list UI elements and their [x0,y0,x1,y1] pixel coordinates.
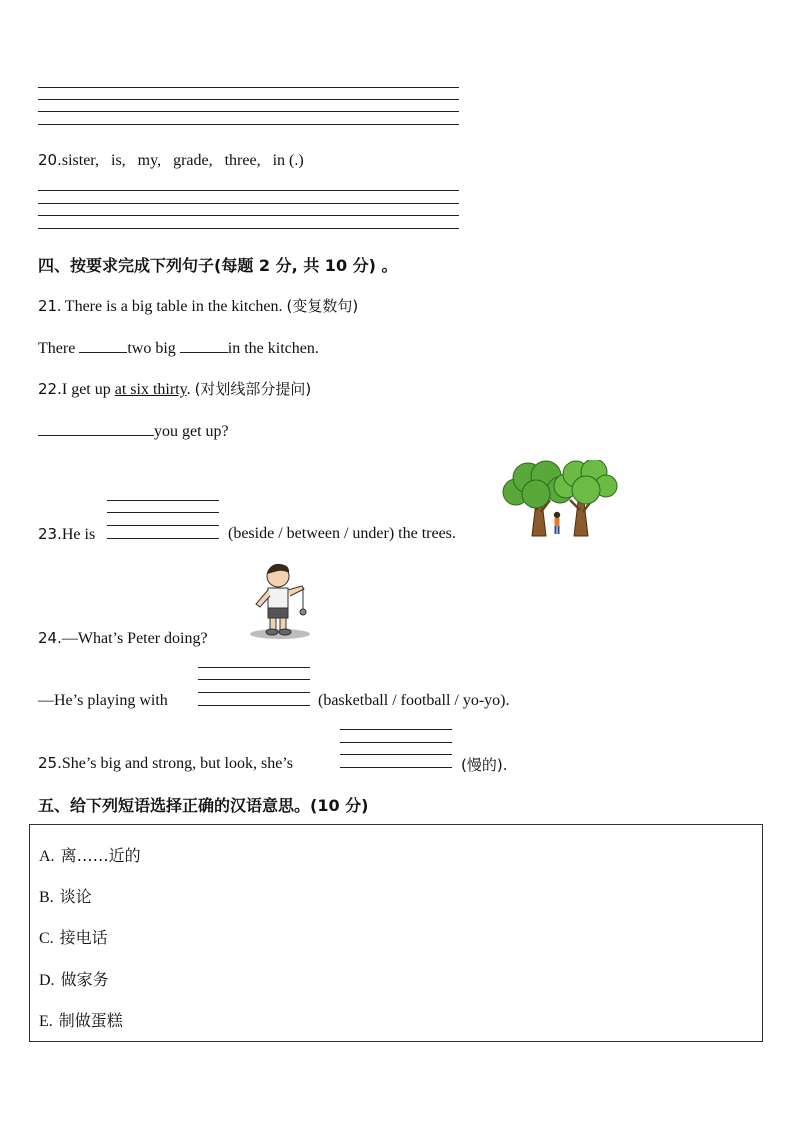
question-text: I get up [61,381,115,398]
option-letter: A. [39,848,55,865]
answer-line[interactable] [340,742,452,743]
answer-line[interactable] [340,729,452,730]
question-number: 20. [38,151,62,169]
question-23 [38,525,95,544]
question-number: 21 [38,297,58,315]
answer-line[interactable] [107,525,219,526]
question-instruction: (变复数句) [286,297,359,315]
fill-blank[interactable] [79,338,127,353]
question-22-answer [38,421,229,441]
question-22 [38,378,311,399]
option-text: 离……近的 [60,846,141,865]
answer-line[interactable] [38,228,459,229]
question-25-instruction: (慢的). [461,756,508,774]
option-text: 接电话 [59,928,108,947]
answer-text: you get up? [154,423,229,440]
option-letter: C. [39,930,54,947]
boy-with-yoyo-illustration [244,560,316,640]
answer-text: in the kitchen. [227,340,319,357]
answer-line[interactable] [38,111,459,112]
option-e [39,1008,123,1031]
section-5-heading: 五、给下列短语选择正确的汉语意思。(10 分) [38,796,369,815]
question-words: sister, is, my, grade, three, in (.) [61,152,304,169]
question-25 [38,754,293,773]
option-letter: E. [39,1013,53,1030]
fill-blank[interactable] [180,338,228,353]
question-number: 24. [38,629,62,647]
answer-line[interactable] [340,767,452,768]
answer-line[interactable] [38,190,459,191]
answer-text: two big [127,340,176,357]
question-text: She’s big and strong, but look, she’s [61,755,293,772]
option-letter: D. [39,972,55,989]
option-b [39,884,92,907]
question-text: . [186,381,195,398]
answer-line[interactable] [340,754,452,755]
option-text: 做家务 [60,970,109,989]
options-box [29,824,763,1042]
question-number: 25. [38,754,62,772]
two-trees-illustration [500,460,618,540]
question-instruction: (对划线部分提问) [194,380,312,398]
question-24-options: (basketball / football / yo-yo). [318,692,510,709]
answer-line[interactable] [198,692,310,693]
answer-line[interactable] [38,215,459,216]
answer-line[interactable] [38,87,459,88]
answer-line[interactable] [38,99,459,100]
question-21 [38,295,358,316]
question-20 [38,151,304,170]
underlined-phrase: at six thirty [114,381,187,398]
question-number: 22. [38,380,62,398]
question-text: He is [61,526,96,543]
option-text: 谈论 [59,887,92,906]
answer-line[interactable] [107,538,219,539]
option-d [39,967,109,990]
question-24 [38,629,208,648]
option-letter: B. [39,889,54,906]
answer-line[interactable] [38,124,459,125]
answer-line[interactable] [38,203,459,204]
answer-line[interactable] [198,679,310,680]
fill-blank[interactable] [38,421,154,436]
answer-line[interactable] [107,512,219,513]
question-text: . There is a big table in the kitchen. [57,298,283,315]
question-21-answer [38,338,319,358]
answer-line[interactable] [107,500,219,501]
question-text: —What’s Peter doing? [61,630,208,647]
option-text: 制做蛋糕 [58,1011,123,1030]
answer-line[interactable] [198,705,310,706]
option-c [39,925,108,948]
section-4-heading: 四、按要求完成下列句子(每题 2 分, 共 10 分) 。 [38,256,398,275]
answer-text: There [38,340,76,357]
question-24-answer: —He’s playing with [38,692,168,709]
question-23-options: (beside / between / under) the trees. [228,525,456,542]
answer-line[interactable] [198,667,310,668]
question-number: 23. [38,525,62,543]
option-a [39,843,141,866]
